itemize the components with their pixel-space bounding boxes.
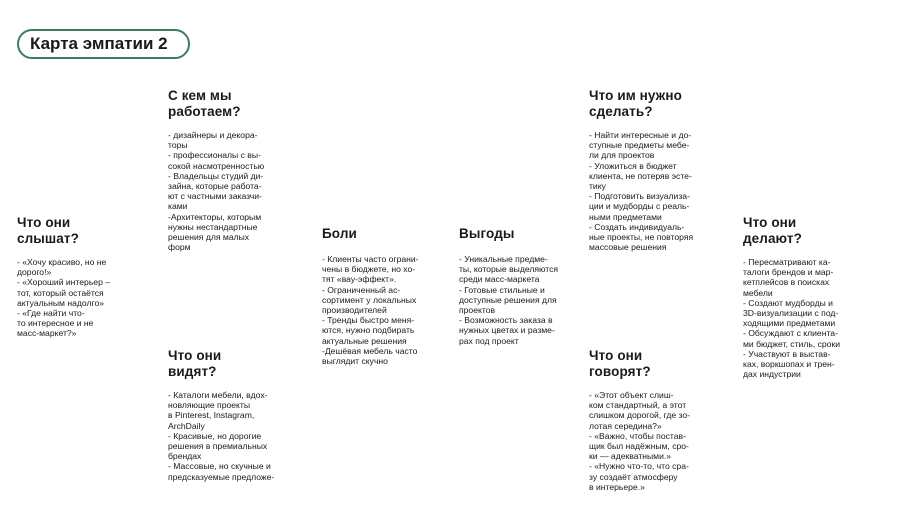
- pains-block: [322, 226, 437, 366]
- need-to-do-block: [589, 88, 714, 252]
- do-text: - Пересматривают ка- талоги брендов и мар- кетплейсов в поисках мебели - Создают мудборды и 3D-визуализации с под- ходящими предметами - Обсуждают с клиента- ми бюджет, стиль, сроки - Участвуют в выстав- ках, воркшопах и трен- дах индустрии: [743, 257, 841, 380]
- need-to-do-text: - Найти интересные и до- ступные предметы мебе- ли для проектов - Уложиться в бюджет клиента, не потеряв эсте- тику - Подготовить визуализа- ции и мудборды с реаль- ными предметами - Создать индивидуаль- ные проекты, не повторяя массовые решения: [589, 130, 694, 253]
- hear-text: - «Хочу красиво, но не дорого!» - «Хороший интерьер – тот, который остаётся актуальным надолго» - «Где найти что- то интересное и не масс-маркет?»: [17, 257, 111, 339]
- see-block: [168, 348, 298, 482]
- say-heading: Что они говорят?: [589, 348, 651, 379]
- pains-text: - Клиенты часто ограни- чены в бюджете, но хо- тят «вау-эффект». - Ограниченный ас- сортимент у локальных производителей - Тренды быстро меня- ются, нужно подбирать актуальные решения -Дешёвая мебель часто выглядит скучно: [322, 254, 419, 367]
- say-block: [589, 348, 709, 492]
- work-with-heading: С кем мы работаем?: [168, 88, 241, 119]
- see-heading: Что они видят?: [168, 348, 222, 379]
- do-block: [743, 215, 863, 379]
- work-with-text: - дизайнеры и декора- торы - профессионалы с вы- сокой насмотренностью - Владельцы студий ди- зайна, которые работа- ют с частными заказчи- ками -Архитекторы, которым нужны нестандартные решения для малых форм: [168, 130, 265, 253]
- hear-block: [17, 215, 127, 339]
- do-heading: Что они делают?: [743, 215, 802, 246]
- work-with-block: [168, 88, 288, 252]
- gains-block: [459, 226, 574, 346]
- need-to-do-heading: Что им нужно сделать?: [589, 88, 682, 119]
- gains-heading: Выгоды: [459, 226, 515, 241]
- see-text: - Каталоги мебели, вдох- новляющие проекты в Pinterest, Instagram, ArchDaily - Красивые, но дорогие решения в премиальных брендах - Массовые, но скучные и предсказуемые предложе-: [168, 390, 275, 482]
- pains-heading: Боли: [322, 226, 357, 241]
- say-text: - «Этот объект слиш- ком стандартный, а этот слишком дорогой, где зо- лотая середина?» - «Важно, чтобы постав- щик был надёжным, сро- ки — адекватными.» - «Нужно что-то, что сра- зу создаёт атмосферу в интерьере.»: [589, 390, 691, 492]
- page-title: Карта эмпатии 2: [17, 29, 190, 59]
- gains-text: - Уникальные предме- ты, которые выделяются среди масс-маркета - Готовые стильные и доступные решения для проектов - Возможность заказа в нужных цветах и разме- рах под проект: [459, 254, 559, 346]
- hear-heading: Что они слышат?: [17, 215, 79, 246]
